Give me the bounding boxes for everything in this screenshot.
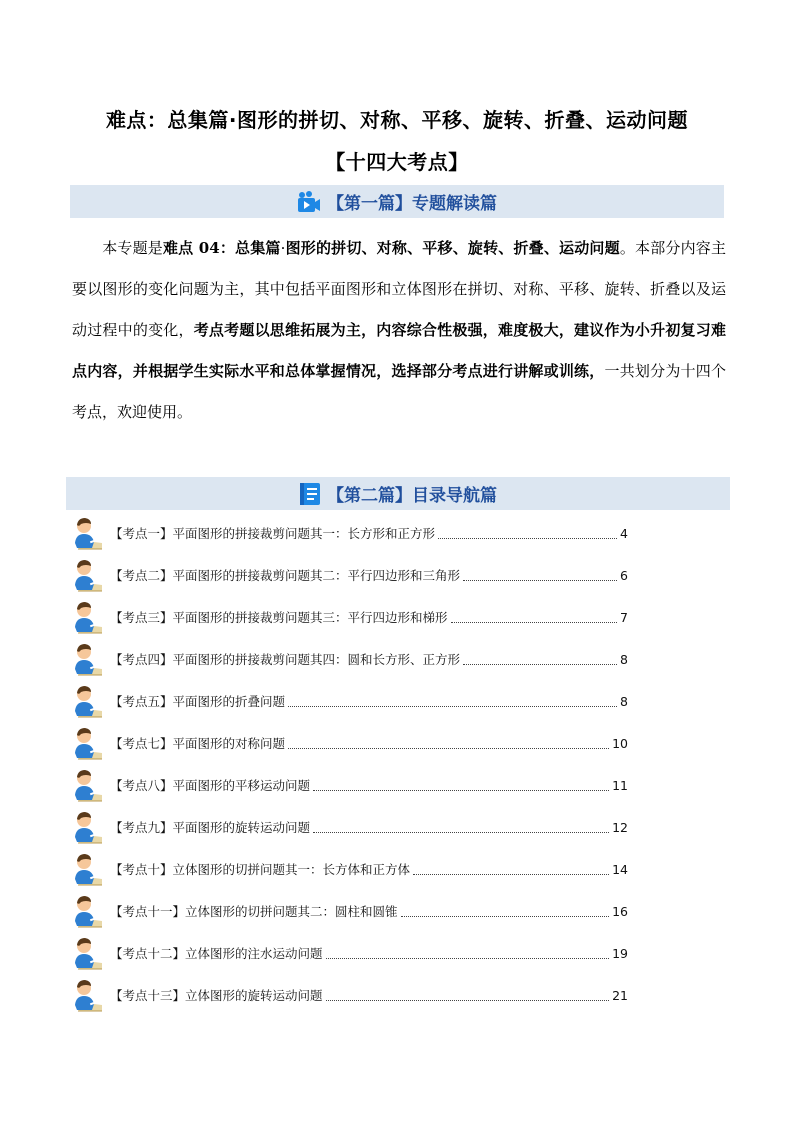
- toc-entry-label: 【考点九】平面图形的旋转运动问题: [110, 820, 311, 835]
- student-avatar-icon: [72, 599, 104, 635]
- toc-entry-page: 6: [620, 567, 628, 583]
- toc-entry[interactable]: [72, 596, 628, 638]
- section-header-1: [70, 185, 724, 218]
- toc-entry[interactable]: [72, 974, 628, 1016]
- toc-entry-label: 【考点八】平面图形的平移运动问题: [110, 778, 311, 793]
- dot-leader: [288, 748, 609, 749]
- student-avatar-icon: [72, 515, 104, 551]
- toc-entry-label: 【考点三】平面图形的拼接裁剪问题其三：平行四边形和梯形: [110, 610, 448, 625]
- dot-leader: [463, 664, 617, 665]
- intro-bold-1: 难点 04：总集篇: [162, 239, 281, 257]
- intro-bold-2: 图形的拼切、对称、平移、旋转、折叠、运动问题: [285, 239, 620, 257]
- dot-leader: [451, 622, 618, 623]
- dot-leader: [413, 874, 609, 875]
- student-avatar-icon: [72, 851, 104, 887]
- toc-entry-page: 19: [612, 945, 628, 961]
- toc-entry-page: 21: [612, 987, 628, 1003]
- dot-leader: [401, 916, 610, 917]
- toc-entry-page: 8: [620, 693, 628, 709]
- toc-entry-page: 4: [620, 525, 628, 541]
- toc-entry-page: 16: [612, 903, 628, 919]
- video-icon: [297, 190, 321, 214]
- toc-entry-label: 【考点十二】立体图形的注水运动问题: [110, 946, 323, 961]
- intro-text-4: 一共划分为十四个考点，欢迎使用。: [72, 362, 726, 421]
- toc-entry[interactable]: [72, 848, 628, 890]
- student-avatar-icon: [72, 809, 104, 845]
- toc-entry-page: 10: [612, 735, 628, 751]
- document-subtitle: 【十四大考点】: [325, 150, 469, 174]
- student-avatar-icon: [72, 977, 104, 1013]
- dot-leader: [326, 958, 610, 959]
- section-label-1: 【第一篇】专题解读篇: [327, 194, 497, 214]
- toc-entry-label: 【考点二】平面图形的拼接裁剪问题其二：平行四边形和三角形: [110, 568, 461, 583]
- toc-entry[interactable]: [72, 764, 628, 806]
- intro-text-3: 。本部分内容主要以图形的变化问题为主，其中包括平面图形和立体图形在拼切、对称、平移、旋转、折叠以及运动过程中的变化，: [72, 239, 726, 339]
- intro-text-2: ·: [280, 239, 286, 257]
- student-avatar-icon: [72, 935, 104, 971]
- toc-entry[interactable]: [72, 554, 628, 596]
- toc-entry-label: 【考点一】平面图形的拼接裁剪问题其一：长方形和正方形: [110, 526, 436, 541]
- toc-entry-label: 【考点十】立体图形的切拼问题其一：长方体和正方体: [110, 862, 411, 877]
- toc-entry-page: 11: [612, 777, 628, 793]
- toc-entry-label: 【考点十一】立体图形的切拼问题其二：圆柱和圆锥: [110, 904, 398, 919]
- dot-leader: [313, 790, 609, 791]
- student-avatar-icon: [72, 557, 104, 593]
- toc-entry[interactable]: [72, 932, 628, 974]
- student-avatar-icon: [72, 893, 104, 929]
- document-title: 难点：总集篇·图形的拼切、对称、平移、旋转、折叠、运动问题: [105, 108, 689, 132]
- toc-entry[interactable]: [72, 722, 628, 764]
- student-avatar-icon: [72, 641, 104, 677]
- toc-entry[interactable]: [72, 512, 628, 554]
- toc-entry-page: 8: [620, 651, 628, 667]
- section-header-2: [66, 477, 730, 510]
- toc-entry[interactable]: [72, 638, 628, 680]
- dot-leader: [288, 706, 617, 707]
- section-label-2: 【第二篇】目录导航篇: [327, 486, 497, 506]
- dot-leader: [438, 538, 617, 539]
- toc-entry-page: 7: [620, 609, 628, 625]
- toc-entry[interactable]: [72, 680, 628, 722]
- toc-entry-page: 12: [612, 819, 628, 835]
- intro-paragraph: [72, 228, 726, 433]
- student-avatar-icon: [72, 683, 104, 719]
- toc-entry-label: 【考点四】平面图形的拼接裁剪问题其四：圆和长方形、正方形: [110, 652, 461, 667]
- toc-entry-page: 14: [612, 861, 628, 877]
- toc-entry[interactable]: [72, 806, 628, 848]
- toc-entry-label: 【考点七】平面图形的对称问题: [110, 736, 286, 751]
- book-icon: [299, 482, 321, 506]
- student-avatar-icon: [72, 725, 104, 761]
- student-avatar-icon: [72, 767, 104, 803]
- dot-leader: [326, 1000, 610, 1001]
- intro-text-1: 本专题是: [102, 239, 163, 257]
- toc-entry-label: 【考点十三】立体图形的旋转运动问题: [110, 988, 323, 1003]
- intro-bold-3: 考点考题以思维拓展为主，内容综合性极强，难度极大，建议作为小升初复习难点内容，并根据学生实际水平和总体掌握情况，选择部分考点进行讲解或训练，: [72, 321, 726, 380]
- toc-entry[interactable]: [72, 890, 628, 932]
- dot-leader: [313, 832, 609, 833]
- dot-leader: [463, 580, 617, 581]
- toc-entry-label: 【考点五】平面图形的折叠问题: [110, 694, 286, 709]
